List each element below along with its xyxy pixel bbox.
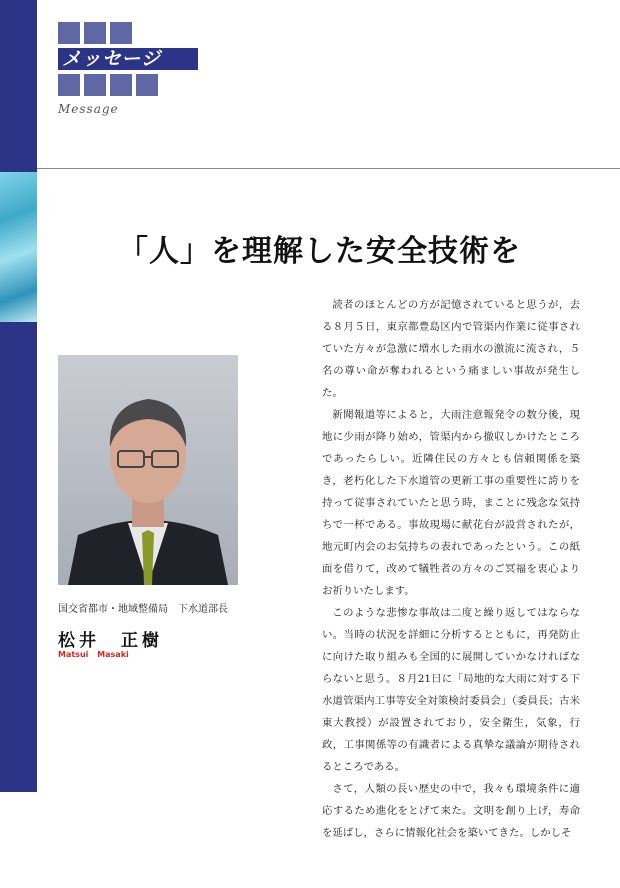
header-divider bbox=[37, 168, 620, 169]
logo-square bbox=[110, 22, 132, 44]
logo-square bbox=[58, 74, 80, 96]
logo-square bbox=[84, 74, 106, 96]
message-logo bbox=[58, 22, 198, 122]
logo-title: メッセージ bbox=[58, 48, 198, 70]
article-body bbox=[322, 294, 580, 844]
logo-subtitle: Message bbox=[58, 102, 119, 116]
logo-square bbox=[136, 74, 158, 96]
logo-square bbox=[58, 22, 80, 44]
article-title: 「人」を理解した安全技術を bbox=[118, 234, 521, 269]
body-paragraph: このような悲惨な事故は二度と繰り返してはならない。当時の状況を詳細に分析するとともに，再発防止に向けた取り組みも全国的に展開していかなければならないと思う。８月21日に「局地的な大雨に対する下水道管渠内工事等安全対策検討委員会」（委員長；古米東大教授）が設置されており，安全衛生，気象，行政，工事関係等の有識者による真摯な議論が期待されるところである。 bbox=[322, 607, 580, 773]
logo-square bbox=[110, 74, 132, 96]
author-photo bbox=[58, 355, 238, 585]
left-sidebar-band bbox=[0, 0, 37, 792]
author-name-romanized: Matsui Masaki bbox=[58, 650, 129, 659]
water-texture-strip bbox=[0, 172, 37, 322]
body-paragraph: さて，人類の長い歴史の中で，我々も環境条件に適応するため進化をとげて来た。文明を創り上げ，寿命を延ばし，さらに情報化社会を築いてきた。しかしそ bbox=[322, 783, 580, 839]
logo-square bbox=[84, 22, 106, 44]
author-name: 松井 正樹 bbox=[58, 631, 163, 651]
body-paragraph: 読者のほとんどの方が記憶されていると思うが，去る８月５日，東京都豊島区内で管渠内作業に従事されていた方々が急激に増水した雨水の激流に流され，５名の尊い命が奪われるという痛ましい事故が発生した。 bbox=[322, 299, 580, 399]
author-position: 国交省都市・地域整備局 下水道部長 bbox=[58, 604, 228, 615]
body-paragraph: 新聞報道等によると，大雨注意報発令の数分後，現地に少雨が降り始め，管渠内から撤収しかけたところであったらしい。近隣住民の方々とも信頼関係を築き，老朽化した下水道管の更新工事の重要性に誇りを持って従事されていたと思う時，まことに残念な気持ちで一杯である。事故現場に献花台が設営されたが，地元町内会のお気持ちの表れであったという。この紙面を借りて，改めて犠牲者の方々のご冥福を衷心よりお祈りいたします。 bbox=[322, 409, 580, 597]
